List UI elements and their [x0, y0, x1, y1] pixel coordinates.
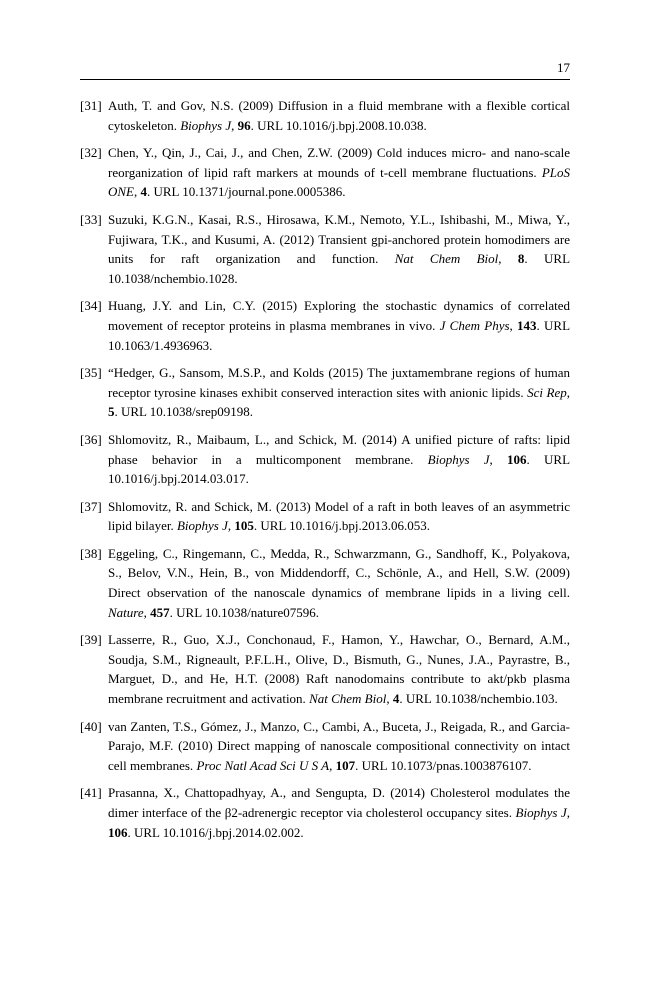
reference-entry [80, 783, 570, 842]
reference-url: URL 10.1038/nchembio.1028. [108, 251, 571, 286]
reference-authors-title: Lasserre, R., Guo, X.J., Conchonaud, F., Hamon, Y., Hawchar, O., Bernard, A.M., Soudja, S.M., Rigneault, P.F.L.H., Olive, D., Bismuth, G., Nunes, J.A., Payrastre, B., Marguet, D., and He, H.T. (2008) Raft nanodomains contribute to akt/pkb plasma membrane recruitment and activation. [108, 632, 570, 707]
reference-journal: PLoS ONE [108, 164, 570, 200]
reference-authors-title: Huang, J.Y. and Lin, C.Y. (2015) Exploring the stochastic dynamics of correlated movement of receptor proteins in plasma membranes in vivo. [108, 298, 570, 333]
reference-volume: 8 [517, 251, 525, 267]
reference-text: van Zanten, T.S., Gómez, J., Manzo, C., Cambi, A., Buceta, J., Reigada, R., and Garcia-Parajo, M.F. (2010) Direct mapping of nanoscale compositional connectivity on intact cell membranes. Proc Natl Acad Sci U S A, 107. URL 10.1073/pnas.1003876107. [108, 718, 570, 773]
reference-url: URL 10.1073/pnas.1003876107. [361, 757, 532, 773]
reference-entry [80, 630, 570, 708]
reference-number: [35] [80, 365, 102, 381]
reference-number: [34] [80, 298, 102, 314]
reference-url: URL 10.1016/j.bpj.2013.06.053. [260, 518, 430, 534]
reference-number: [40] [80, 718, 102, 734]
reference-number: [33] [80, 211, 102, 227]
reference-url: URL 10.1063/1.4936963. [108, 317, 571, 353]
reference-url: URL 10.1016/j.bpj.2014.03.017. [108, 451, 571, 487]
reference-url: URL 10.1038/nchembio.103. [405, 691, 558, 707]
reference-number: [37] [80, 498, 102, 514]
reference-authors-title: Shlomovitz, R., Maibaum, L., and Schick, M. (2014) A unified picture of rafts: lipid phase behavior in a multicomponent membrane. [108, 431, 570, 467]
reference-text: Lasserre, R., Guo, X.J., Conchonaud, F., Hamon, Y., Hawchar, O., Bernard, A.M., Soudja, S.M., Rigneault, P.F.L.H., Olive, D., Bismuth, G., Nunes, J.A., Payrastre, B., Marguet, D., and He, H.T. (2008) Raft nanodomains contribute to akt/pkb plasma membrane recruitment and activation. Nat Chem Biol, 4. URL 10.1038/nchembio.103. [108, 632, 570, 707]
reference-authors-title: Prasanna, X., Chattopadhyay, A., and Sengupta, D. (2014) Cholesterol modulates the dimer interface of the β2-adrenergic receptor via cholesterol occupancy sites. [108, 785, 570, 820]
reference-authors-title: van Zanten, T.S., Gómez, J., Manzo, C., Cambi, A., Buceta, J., Reigada, R., and Garcia-Parajo, M.F. (2010) Direct mapping of nanoscale compositional connectivity on intact cell membranes. [108, 718, 570, 773]
reference-authors-title: Auth, T. and Gov, N.S. (2009) Diffusion in a fluid membrane with a flexible cortical cytoskeleton. [108, 98, 570, 133]
reference-volume: 107 [335, 757, 356, 773]
reference-entry [80, 497, 570, 536]
reference-journal: Sci Rep [527, 384, 567, 400]
reference-volume: 105 [234, 518, 254, 534]
header-rule [80, 79, 570, 80]
reference-journal: Biophys J [515, 805, 567, 820]
reference-url: URL 10.1016/j.bpj.2008.10.038. [257, 117, 427, 133]
reference-volume: 106 [507, 451, 527, 467]
reference-entry [80, 717, 570, 776]
reference-journal: Proc Natl Acad Sci U S A [196, 757, 330, 773]
reference-text: Shlomovitz, R., Maibaum, L., and Schick, M. (2014) A unified picture of rafts: lipid phase behavior in a multicomponent membrane. Biophys J, 106. URL 10.1016/j.bpj.2014.03.017. [108, 431, 571, 487]
reference-volume: 5 [108, 404, 115, 420]
reference-text: Prasanna, X., Chattopadhyay, A., and Sengupta, D. (2014) Cholesterol modulates the dimer interface of the β2-adrenergic receptor via cholesterol occupancy sites. Biophys J, 106. URL 10.1016/j.bpj.2014.02.002. [108, 785, 571, 840]
reference-url: URL 10.1016/j.bpj.2014.02.002. [134, 824, 304, 840]
reference-url: URL 10.1371/journal.pone.0005386. [153, 184, 346, 200]
reference-journal: J Chem Phys [439, 317, 510, 333]
reference-text: Auth, T. and Gov, N.S. (2009) Diffusion in a fluid membrane with a flexible cortical cytoskeleton. Biophys J, 96. URL 10.1016/j.bpj.2008.10.038. [108, 98, 570, 133]
reference-authors-title: “Hedger, G., Sansom, M.S.P., and Kolds (2015) The juxtamembrane regions of human receptor tyrosine kinases exhibit conserved interaction sites with anionic lipids. [108, 365, 570, 400]
reference-url: URL 10.1038/srep09198. [121, 404, 254, 420]
reference-journal: Biophys J [427, 451, 490, 467]
reference-number: [32] [80, 145, 102, 161]
reference-volume: 106 [108, 824, 128, 840]
page-number: 17 [557, 60, 570, 75]
reference-entry [80, 296, 570, 355]
reference-authors-title: Chen, Y., Qin, J., Cai, J., and Chen, Z.W. (2009) Cold induces micro- and nano-scale reorganization of lipid raft markers at mounds of t-cell membrane fluctuations. [108, 145, 570, 180]
reference-journal: Nature [108, 604, 144, 620]
reference-number: [36] [80, 431, 102, 447]
reference-entry [80, 430, 570, 489]
reference-text: Shlomovitz, R. and Schick, M. (2013) Model of a raft in both leaves of an asymmetric lipid bilayer. Biophys J, 105. URL 10.1016/j.bpj.2013.06.053. [108, 498, 570, 534]
reference-volume: 457 [150, 604, 170, 620]
reference-journal: Biophys J [176, 518, 228, 534]
reference-text: “Hedger, G., Sansom, M.S.P., and Kolds (2015) The juxtamembrane regions of human receptor tyrosine kinases exhibit conserved interaction sites with anionic lipids. Sci Rep, 5. URL 10.1038/srep09198. [108, 365, 570, 420]
reference-authors-title: Eggeling, C., Ringemann, C., Medda, R., Schwarzmann, G., Sandhoff, K., Polyakova, S., Belov, V.N., Hein, B., von Middendorff, C., Schönle, A., and Hell, S.W. (2009) Direct observation of the nanoscale dynamics of membrane lipids in a living cell. [108, 545, 570, 601]
reference-entry [80, 96, 570, 135]
reference-volume: 4 [140, 184, 147, 200]
reference-text: Chen, Y., Qin, J., Cai, J., and Chen, Z.W. (2009) Cold induces micro- and nano-scale reorganization of lipid raft markers at mounds of t-cell membrane fluctuations. PLoS ONE, 4. URL 10.1371/journal.pone.0005386. [108, 145, 570, 200]
reference-volume: 143 [517, 317, 537, 333]
reference-journal: Nat Chem Biol [394, 251, 499, 267]
reference-entry [80, 363, 570, 422]
reference-text: Suzuki, K.G.N., Kasai, R.S., Hirosawa, K.M., Nemoto, Y.L., Ishibashi, M., Miwa, Y., Fujiwara, T.K., and Kusumi, A. (2012) Transient gpi-anchored protein homodimers are units for raft organization and function. Nat Chem Biol, 8. URL 10.1038/nchembio.1028. [108, 211, 571, 286]
reference-entry [80, 143, 570, 202]
reference-authors-title: Suzuki, K.G.N., Kasai, R.S., Hirosawa, K.M., Nemoto, Y.L., Ishibashi, M., Miwa, Y., Fujiwara, T.K., and Kusumi, A. (2012) Transient gpi-anchored protein homodimers are units for raft organization and function. [108, 211, 570, 267]
reference-list [80, 96, 570, 850]
reference-number: [31] [80, 98, 102, 113]
reference-text: Huang, J.Y. and Lin, C.Y. (2015) Exploring the stochastic dynamics of correlated movement of receptor proteins in plasma membranes in vivo. J Chem Phys, 143. URL 10.1063/1.4936963. [108, 298, 571, 353]
reference-text: Eggeling, C., Ringemann, C., Medda, R., Schwarzmann, G., Sandhoff, K., Polyakova, S., Belov, V.N., Hein, B., von Middendorff, C., Schönle, A., and Hell, S.W. (2009) Direct observation of the nanoscale dynamics of membrane lipids in a living cell. Nature, 457. URL 10.1038/nature07596. [108, 545, 570, 620]
reference-journal: Nat Chem Biol [309, 691, 387, 707]
reference-entry [80, 210, 570, 288]
reference-journal: Biophys J [180, 117, 232, 133]
reference-authors-title: Shlomovitz, R. and Schick, M. (2013) Model of a raft in both leaves of an asymmetric lipid bilayer. [108, 498, 570, 534]
reference-volume: 96 [237, 117, 251, 133]
reference-entry [80, 544, 570, 622]
reference-number: [39] [80, 632, 102, 648]
reference-url: URL 10.1038/nature07596. [176, 604, 320, 620]
reference-number: [41] [80, 785, 102, 801]
reference-number: [38] [80, 545, 102, 561]
reference-volume: 4 [392, 691, 400, 707]
